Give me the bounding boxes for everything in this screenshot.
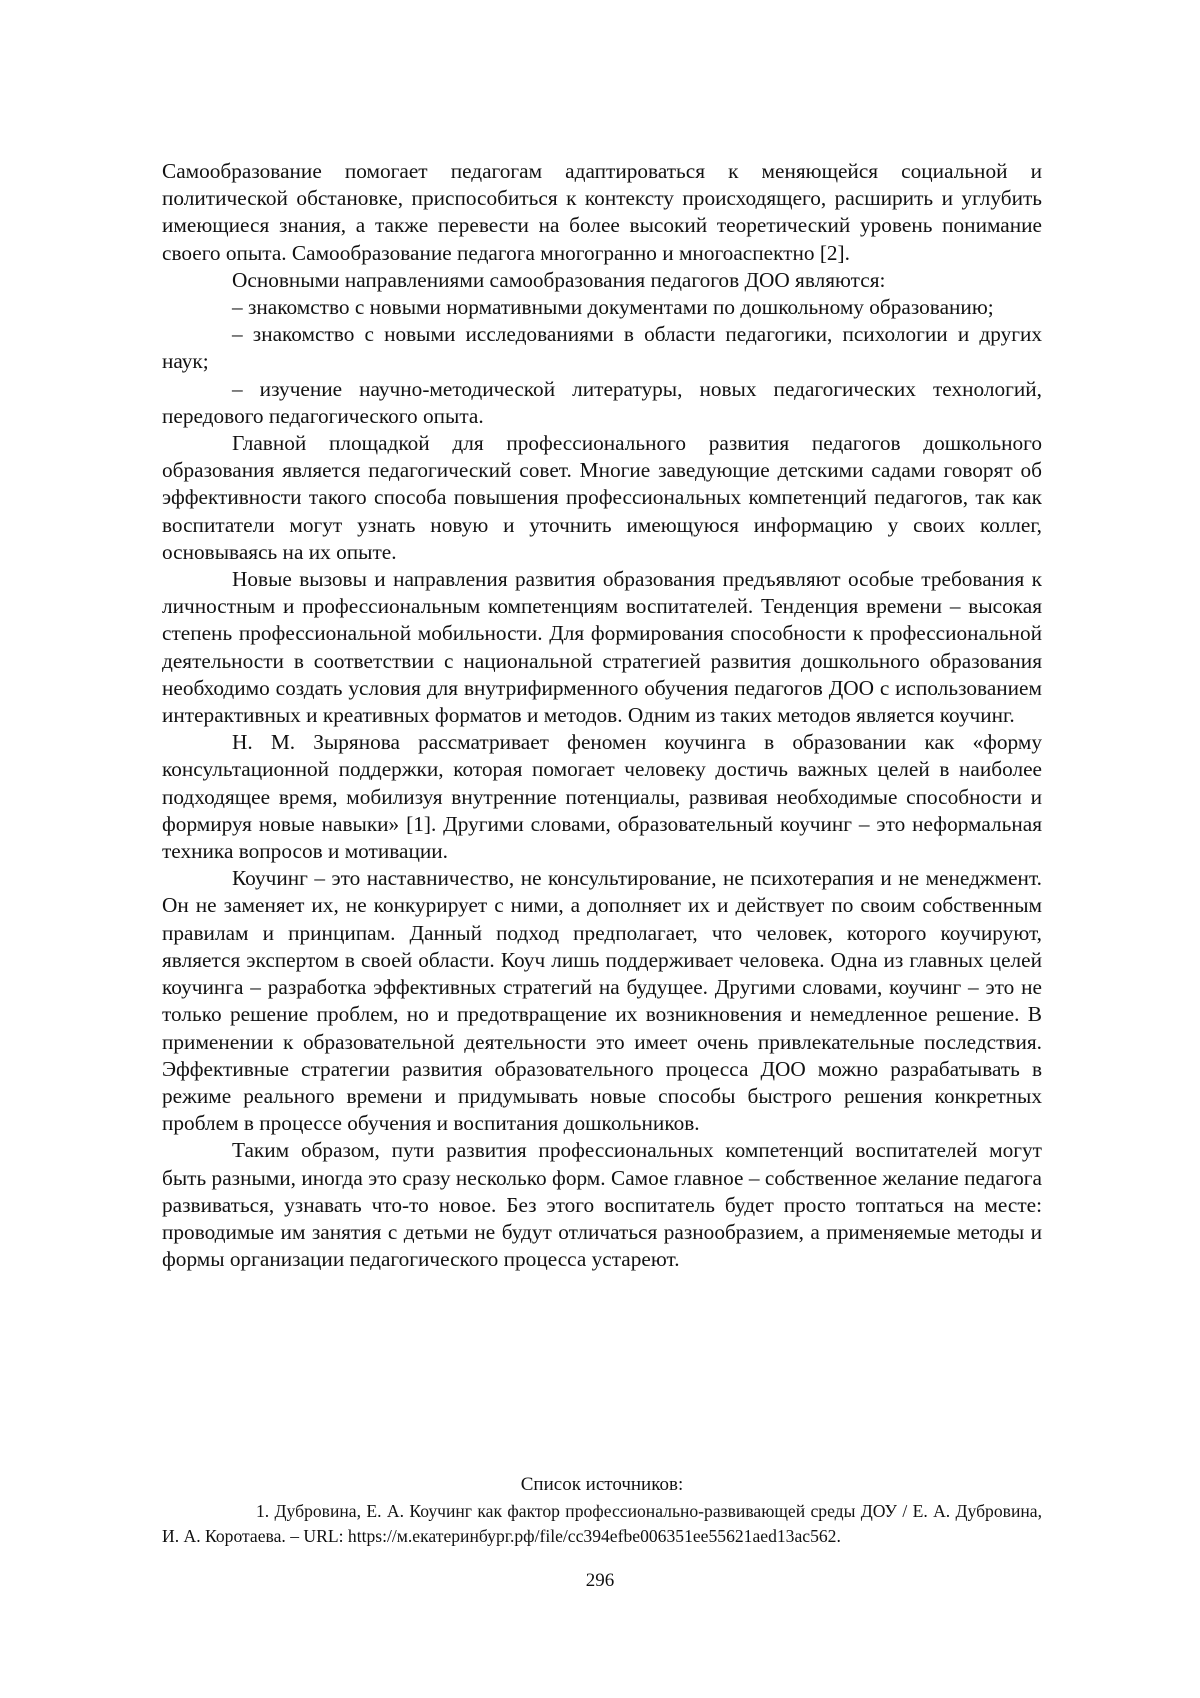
paragraph-6: Коучинг – это наставничество, не консультирование, не психотерапия и не менеджмент. Он не заменяет их, не конкурирует с ними, а дополняет их и действует по своим собственным правилам и принципам. Данный подход предполагает, что человек, которого коучируют, является экспертом в своей области. Коуч лишь поддерживает человека. Одна из главных целей коучинга – разработка эффективных стратегий на будущее. Другими словами, коучинг – это не только решение проблем, но и предотвращение их возникновения и немедленное решение. В применении к образовательной деятельности это имеет очень привлекательные последствия. Эффективные стратегии развития образовательного процесса ДОО можно разрабатывать в режиме реального времени и придумывать новые способы быстрого решения конкретных проблем в процессе обучения и воспитания дошкольников. — [162, 865, 1042, 1137]
paragraph-1: Самообразование помогает педагогам адаптироваться к меняющейся социальной и политической обстановке, приспособиться к контексту происходящего, расширить и углубить имеющиеся знания, а также перевести на более высокий теоретический уровень понимание своего опыта. Самообразование педагога многогранно и многоаспектно [2]. — [162, 158, 1042, 267]
list-item-1: – знакомство с новыми нормативными документами по дошкольному образованию; — [162, 294, 1042, 321]
paragraph-5: Н. М. Зырянова рассматривает феномен коучинга в образовании как «форму консультационной поддержки, которая помогает человеку достичь важных целей в наиболее подходящее время, мобилизуя внутренние потенциалы, развивая необходимые способности и формируя новые навыки» [1]. Другими словами, образовательный коучинг – это неформальная техника вопросов и мотивации. — [162, 729, 1042, 865]
list-item-2: – знакомство с новыми исследованиями в области педагогики, психологии и других наук; — [162, 321, 1042, 375]
paragraph-7: Таким образом, пути развития профессиональных компетенций воспитателей могут быть разными, иногда это сразу несколько форм. Самое главное – собственное желание педагога развиваться, узнавать что-то новое. Без этого воспитатель будет просто топтаться на месте: проводимые им занятия с детьми не будут отличаться разнообразием, а применяемые методы и формы организации педагогического процесса устареют. — [162, 1137, 1042, 1273]
page-number: 296 — [0, 1570, 1200, 1592]
list-item-3: – изучение научно-методической литературы, новых педагогических технологий, передового педагогического опыта. — [162, 376, 1042, 430]
document-page — [0, 0, 1200, 1698]
paragraph-4: Новые вызовы и направления развития образования предъявляют особые требования к личностным и профессиональным компетенциям воспитателей. Тенденция времени – высокая степень профессиональной мобильности. Для формирования способности к профессиональной деятельности в соответствии с национальной стратегией развития дошкольного образования необходимо создать условия для внутрифирменного обучения педагогов ДОО с использованием интерактивных и креативных форматов и методов. Одним из таких методов является коучинг. — [162, 566, 1042, 729]
paragraph-2: Основными направлениями самообразования педагогов ДОО являются: — [162, 267, 1042, 294]
references-section — [162, 1472, 1042, 1549]
article-body — [162, 158, 1042, 1273]
paragraph-3: Главной площадкой для профессионального развития педагогов дошкольного образования является педагогический совет. Многие заведующие детскими садами говорят об эффективности такого способа повышения профессиональных компетенций педагогов, так как воспитатели могут узнать новую и уточнить имеющуюся информацию у своих коллег, основываясь на их опыте. — [162, 430, 1042, 566]
references-title: Список источников: — [162, 1472, 1042, 1497]
reference-item-1: 1. Дубровина, Е. А. Коучинг как фактор профессионально-развивающей среды ДОУ / Е. А. Дубровина, И. А. Коротаева. – URL: https://м.екатеринбург.рф/file/cc394efbe006351ee55621aed13ac562. — [162, 1499, 1042, 1549]
